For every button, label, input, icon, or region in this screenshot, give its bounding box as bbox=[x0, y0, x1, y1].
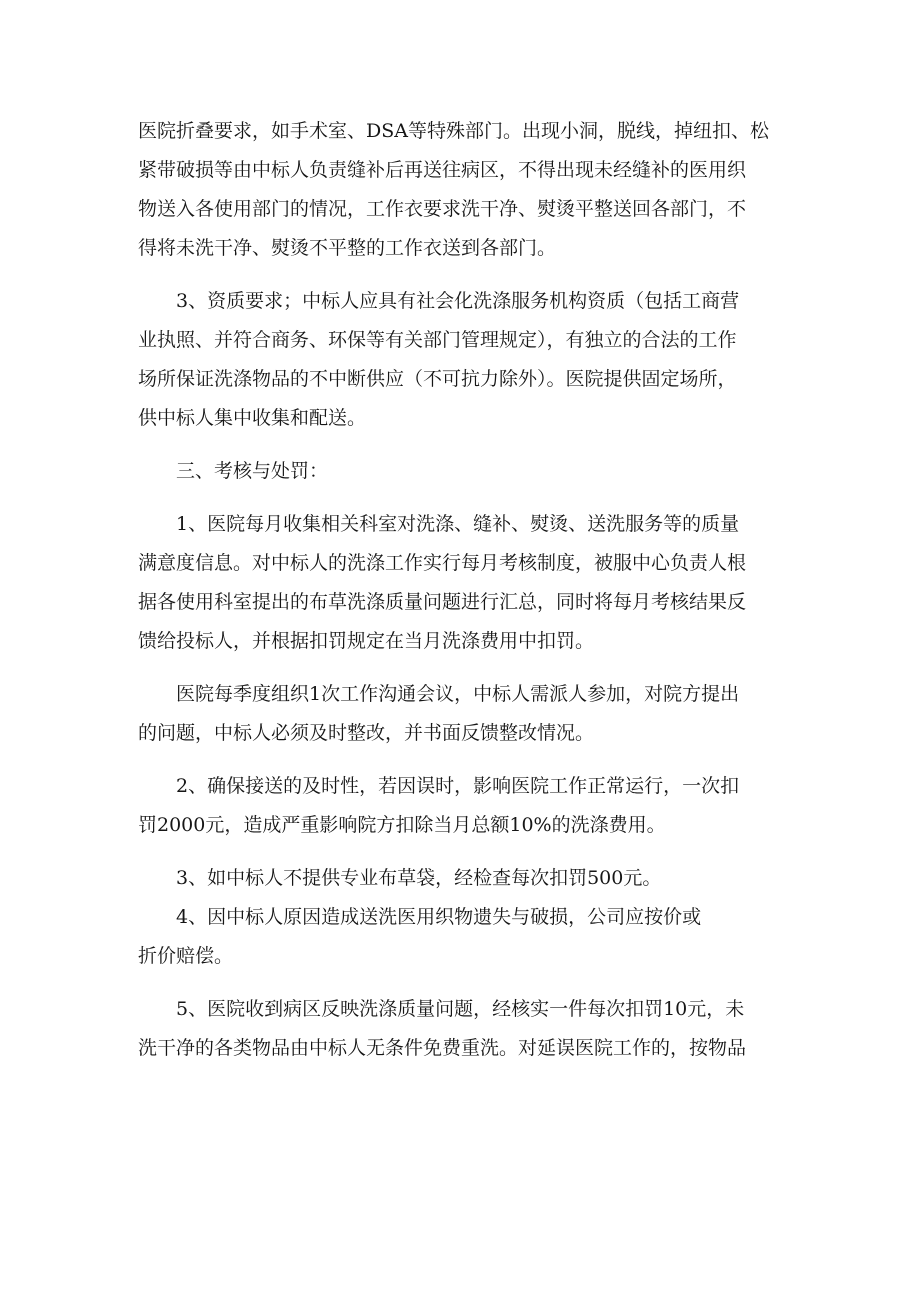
paragraph-folding-requirements bbox=[138, 112, 788, 268]
text-line: 得将未洗干净、熨烫不平整的工作衣送到各部门。 bbox=[138, 237, 557, 259]
text-line: 洗干净的各类物品由中标人无条件免费重洗。对延误医院工作的，按物品 bbox=[138, 1037, 747, 1059]
document-body bbox=[138, 112, 788, 1068]
paragraph-qualification-requirements bbox=[138, 282, 788, 438]
text-line: 的问题，中标人必须及时整改，并书面反馈整改情况。 bbox=[138, 722, 595, 744]
paragraph-item-2 bbox=[138, 767, 788, 845]
text-line: 2、确保接送的及时性，若因误时，影响医院工作正常运行，一次扣 bbox=[176, 775, 740, 797]
paragraph-item-1 bbox=[138, 505, 788, 661]
text-line: 罚2000元，造成严重影响院方扣除当月总额10%的洗涤费用。 bbox=[138, 814, 666, 836]
text-line: 5、医院收到病区反映洗涤质量问题，经核实一件每次扣罚10元，未 bbox=[176, 998, 745, 1020]
text-line: 医院每季度组织1次工作沟通会议，中标人需派人参加，对院方提出 bbox=[176, 683, 740, 705]
text-line: 紧带破损等由中标人负责缝补后再送往病区，不得出现未经缝补的医用织 bbox=[138, 159, 747, 181]
text-line: 业执照、并符合商务、环保等有关部门管理规定），有独立的合法的工作 bbox=[138, 329, 737, 351]
text-line: 医院折叠要求，如手术室、DSA等特殊部门。出现小洞，脱线，掉纽扣、松 bbox=[138, 120, 769, 142]
text-line: 供中标人集中收集和配送。 bbox=[138, 407, 367, 429]
paragraph-item-1-meeting bbox=[138, 675, 788, 753]
text-line: 物送入各使用部门的情况，工作衣要求洗干净、熨烫平整送回各部门，不 bbox=[138, 198, 747, 220]
text-line: 3、资质要求；中标人应具有社会化洗涤服务机构资质（包括工商营 bbox=[176, 290, 740, 312]
text-line: 1、医院每月收集相关科室对洗涤、缝补、熨烫、送洗服务等的质量 bbox=[176, 513, 740, 535]
text-line: 满意度信息。对中标人的洗涤工作实行每月考核制度，被服中心负责人根 bbox=[138, 552, 747, 574]
paragraph-item-3: 3、如中标人不提供专业布草袋，经检查每次扣罚500元。 bbox=[176, 867, 662, 889]
text-line: 场所保证洗涤物品的不中断供应（不可抗力除外）。医院提供固定场所， bbox=[138, 368, 737, 390]
paragraph-item-5 bbox=[138, 990, 788, 1068]
text-line: 据各使用科室提出的布草洗涤质量问题进行汇总，同时将每月考核结果反 bbox=[138, 591, 747, 613]
text-line: 4、因中标人原因造成送洗医用织物遗失与破损，公司应按价或 bbox=[176, 906, 702, 928]
text-line: 折价赔偿。 bbox=[138, 945, 234, 967]
paragraph-item-4 bbox=[138, 898, 788, 976]
section-heading-assessment: 三、考核与处罚： bbox=[176, 460, 329, 482]
text-line: 馈给投标人，并根据扣罚规定在当月洗涤费用中扣罚。 bbox=[138, 630, 595, 652]
